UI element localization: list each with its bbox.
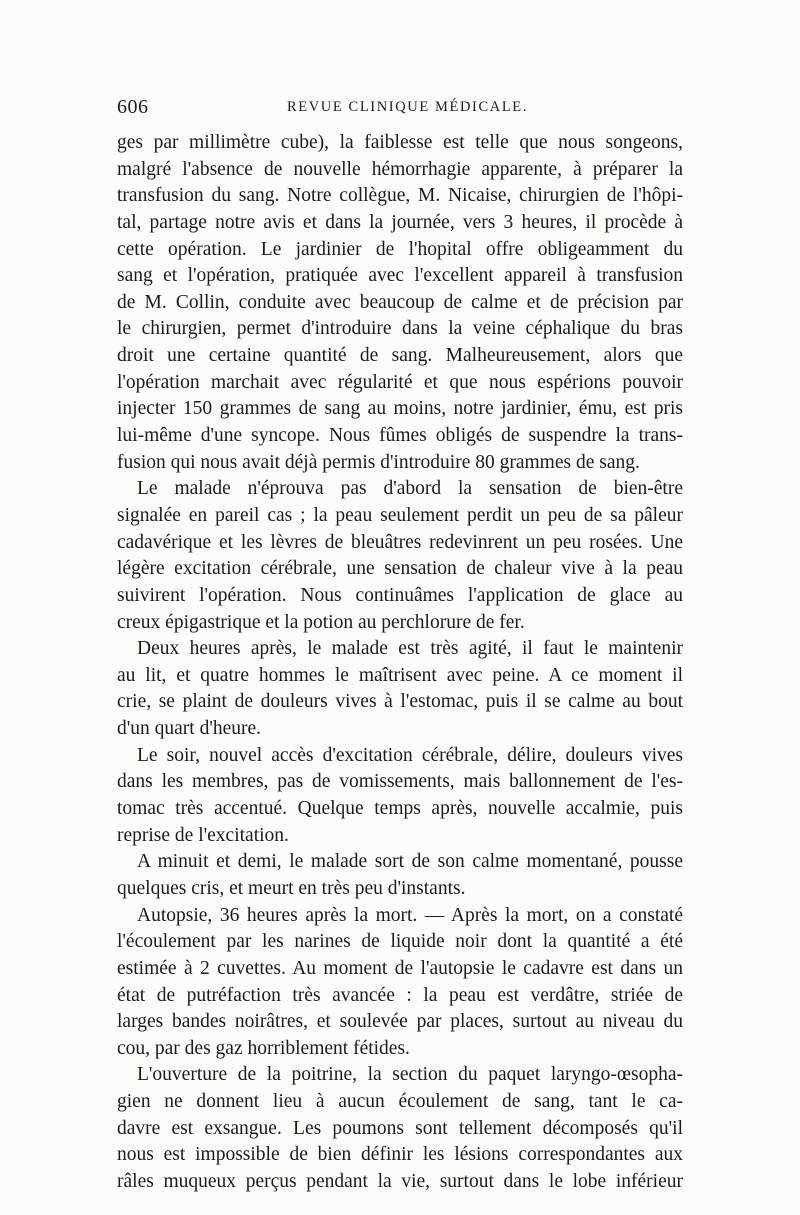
- text-line: de M. Collin, conduite avec beaucoup de calme et de précision par: [117, 291, 683, 313]
- text-line: Deux heures après, le malade est très agité, il faut le maintenir: [137, 638, 683, 660]
- text-line: tal, partage notre avis et dans la journée, vers 3 heures, il procède à: [117, 211, 683, 233]
- text-line: reprise de l'excitation.: [117, 824, 289, 846]
- text-line: gien ne donnent lieu à aucun écoulement de sang, tant le ca-: [117, 1091, 683, 1113]
- text-line: nous est impossible de bien définir les lésions correspondantes aux: [117, 1144, 683, 1166]
- text-line: lui-même d'une syncope. Nous fûmes obligés de suspendre la trans-: [117, 425, 683, 447]
- text-line: l'écoulement par les narines de liquide noir dont la quantité a été: [117, 931, 683, 953]
- text-line: cou, par des gaz horriblement fétides.: [117, 1037, 410, 1059]
- text-line: tomac très accentué. Quelque temps après, nouvelle accalmie, puis: [117, 798, 683, 820]
- text-line: légère excitation cérébrale, une sensation de chaleur vive à la peau: [117, 558, 683, 580]
- text-line: cadavérique et les lèvres de bleuâtres redevinrent un peu rosées. Une: [117, 531, 683, 553]
- text-line: transfusion du sang. Notre collègue, M. Nicaise, chirurgien de l'hôpi-: [117, 185, 683, 207]
- text-line: Autopsie, 36 heures après la mort. — Après la mort, on a constaté: [137, 904, 683, 926]
- text-line: larges bandes noirâtres, et soulevée par places, surtout au niveau du: [117, 1011, 683, 1033]
- running-title: REVUE CLINIQUE MÉDICALE.: [287, 99, 528, 115]
- page-number: 606: [117, 96, 149, 118]
- text-line: fusion qui nous avait déjà permis d'introduire 80 grammes de sang.: [117, 451, 640, 473]
- text-line: le chirurgien, permet d'introduire dans la veine céphalique du bras: [117, 318, 683, 340]
- text-line: malgré l'absence de nouvelle hémorrhagie apparente, à préparer la: [117, 158, 683, 180]
- text-line: A minuit et demi, le malade sort de son calme momentané, pousse: [137, 851, 683, 873]
- page-header: [117, 96, 683, 122]
- text-line: Le malade n'éprouva pas d'abord la sensation de bien-être: [137, 478, 683, 500]
- text-line: estimée à 2 cuvettes. Au moment de l'autopsie le cadavre est dans un: [117, 957, 683, 979]
- text-line: signalée en pareil cas ; la peau seulement perdit un peu de sa pâleur: [117, 504, 683, 526]
- text-line: au lit, et quatre hommes le maîtrisent avec peine. A ce moment il: [117, 664, 683, 686]
- text-line: cette opération. Le jardinier de l'hopital offre obligeamment du: [117, 238, 683, 260]
- text-line: L'ouverture de la poitrine, la section du paquet laryngo-œsopha-: [137, 1064, 683, 1086]
- text-line: sang et l'opération, pratiquée avec l'excellent appareil à transfusion: [117, 265, 683, 287]
- text-line: Le soir, nouvel accès d'excitation cérébrale, délire, douleurs vives: [137, 744, 683, 766]
- text-line: creux épigastrique et la potion au perchlorure de fer.: [117, 611, 525, 633]
- text-line: suivirent l'opération. Nous continuâmes l'application de glace au: [117, 584, 683, 606]
- body-text: [117, 130, 683, 1196]
- text-line: quelques cris, et meurt en très peu d'instants.: [117, 877, 466, 899]
- text-line: droit une certaine quantité de sang. Malheureusement, alors que: [117, 345, 683, 367]
- text-line: état de putréfaction très avancée : la peau est verdâtre, striée de: [117, 984, 683, 1006]
- text-line: injecter 150 grammes de sang au moins, notre jardinier, ému, est pris: [117, 398, 683, 420]
- text-line: ges par millimètre cube), la faiblesse est telle que nous songeons,: [117, 132, 683, 153]
- text-line: d'un quart d'heure.: [117, 718, 262, 740]
- text-line: l'opération marchait avec régularité et que nous espérions pouvoir: [117, 371, 683, 393]
- text-line: râles muqueux perçus pendant la vie, surtout dans le lobe inférieur: [117, 1170, 683, 1192]
- text-line: crie, se plaint de douleurs vives à l'estomac, puis il se calme au bout: [117, 691, 683, 713]
- text-line: dans les membres, pas de vomissements, mais ballonnement de l'es-: [117, 771, 683, 793]
- text-line: davre est exsangue. Les poumons sont tellement décomposés qu'il: [117, 1117, 683, 1139]
